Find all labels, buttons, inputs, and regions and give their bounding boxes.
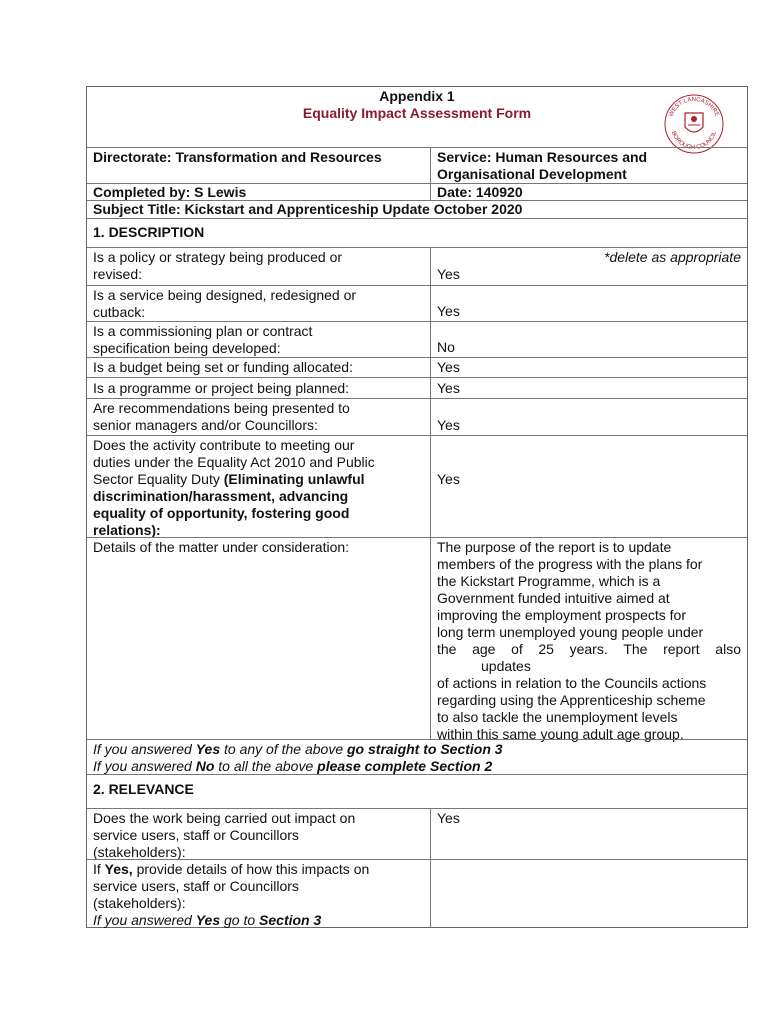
- description-q7-row: [87, 435, 747, 537]
- description-q5-row: [87, 377, 747, 398]
- description-heading-row: [87, 218, 747, 247]
- q8-answer-line: the age of 25 years. The report also: [437, 641, 741, 657]
- q2-answer: Yes: [437, 303, 460, 319]
- relevance-heading: 2. RELEVANCE: [93, 781, 194, 797]
- q8-answer-line: The purpose of the report is to update: [437, 539, 672, 555]
- description-heading: 1. DESCRIPTION: [93, 224, 205, 240]
- r2-answer: [431, 860, 747, 927]
- q6-text-line1: Are recommendations being presented to: [93, 400, 350, 416]
- description-q1-row: [87, 247, 747, 285]
- r1-text-line2: service users, staff or Councillors: [93, 827, 299, 843]
- q8-answer-line: improving the employment prospects for: [437, 607, 686, 623]
- r2-text-line3: (stakeholders):: [93, 895, 186, 911]
- q8-answer-line: the Kickstart Programme, which is a: [437, 573, 661, 589]
- q7-text-line2: duties under the Equality Act 2010 and Public: [93, 454, 375, 470]
- q6-text-line2: senior managers and/or Councillors:: [93, 417, 318, 433]
- q5-text: Is a programme or project being planned:: [87, 378, 431, 398]
- description-q6-row: [87, 398, 747, 435]
- q1-text-line1: Is a policy or strategy being produced or: [93, 249, 343, 265]
- service-line1: Service: Human Resources and: [437, 149, 648, 165]
- form-title: Equality Impact Assessment Form: [302, 105, 532, 121]
- q8-answer-line: within this same young adult age group.: [437, 726, 684, 742]
- service-line2: Organisational Development: [437, 166, 627, 182]
- q7-text-line3: Sector Equality Duty (Eliminating unlawful: [93, 471, 365, 487]
- q8-answer-line: long term unemployed young people under: [437, 624, 704, 640]
- svg-text:BOROUGH COUNCIL: BOROUGH COUNCIL: [669, 130, 719, 152]
- q4-text: Is a budget being set or funding allocated:: [87, 358, 431, 377]
- q8-answer-line: of actions in relation to the Councils actions: [437, 675, 707, 691]
- relevance-q2-row: [87, 859, 747, 927]
- r1-answer: Yes: [437, 810, 460, 826]
- description-q8-row: [87, 537, 747, 742]
- relevance-heading-row: [87, 774, 747, 808]
- description-q3-row: [87, 321, 747, 357]
- q3-text-line1: Is a commissioning plan or contract: [93, 323, 313, 339]
- r1-text-line3: (stakeholders):: [93, 844, 186, 860]
- q8-answer-line: regarding using the Apprenticeship scheme: [437, 692, 706, 708]
- description-q4-row: [87, 357, 747, 377]
- q7-answer: Yes: [437, 471, 460, 487]
- q7-text-line5: equality of opportunity, fostering good: [93, 505, 350, 521]
- svg-text:WEST LANCASHIRE: WEST LANCASHIRE: [668, 96, 720, 118]
- q2-text-line1: Is a service being designed, redesigned or: [93, 287, 357, 303]
- q8-answer-line: members of the progress with the plans for: [437, 556, 703, 572]
- r2-text-line1: If Yes, provide details of how this impacts on: [93, 861, 370, 877]
- form-header: [87, 87, 747, 152]
- q3-answer: No: [437, 339, 455, 355]
- q8-answer: [431, 538, 747, 742]
- q8-answer-line: Government funded intuitive aimed at: [437, 590, 670, 606]
- date: Date: 140920: [437, 184, 523, 200]
- subject-title: Subject Title: Kickstart and Apprenticeship Update October 2020: [93, 201, 523, 217]
- directorate-row: [87, 147, 747, 183]
- q2-text-line2: cutback:: [93, 304, 146, 320]
- description-instructions-row: [87, 739, 747, 774]
- completed-row: [87, 183, 747, 200]
- q8-answer-line: to also tackle the unemployment levels: [437, 709, 678, 725]
- q4-answer: Yes: [437, 359, 460, 375]
- r2-text-line4: If you answered Yes go to Section 3: [93, 912, 322, 928]
- appendix-label: Appendix 1: [379, 88, 455, 104]
- q6-answer: Yes: [437, 417, 460, 433]
- description-q2-row: [87, 285, 747, 321]
- council-crest-icon: [663, 93, 725, 155]
- r1-text-line1: Does the work being carried out impact on: [93, 810, 356, 826]
- q7-text-line6: relations):: [93, 522, 161, 538]
- q3-text-line2: specification being developed:: [93, 340, 281, 356]
- instruction-no: If you answered No to all the above please complete Section 2: [93, 758, 493, 774]
- q1-text-line2: revised:: [93, 266, 143, 282]
- directorate: Directorate: Transformation and Resources: [93, 149, 382, 165]
- q7-text-line1: Does the activity contribute to meeting our: [93, 437, 355, 453]
- q8-answer-line: updates: [481, 658, 531, 674]
- q7-text-line4: discrimination/harassment, advancing: [93, 488, 349, 504]
- r2-text-line2: service users, staff or Councillors: [93, 878, 299, 894]
- relevance-q1-row: [87, 808, 747, 859]
- q5-answer: Yes: [437, 380, 460, 396]
- instruction-yes: If you answered Yes to any of the above go straight to Section 3: [93, 741, 503, 757]
- equality-impact-form: [86, 86, 748, 928]
- q1-answer: Yes: [437, 266, 460, 282]
- completed-by: Completed by: S Lewis: [87, 184, 431, 200]
- q8-text: Details of the matter under consideration:: [87, 538, 431, 739]
- delete-note: *delete as appropriate: [604, 249, 741, 265]
- subject-row: [87, 200, 747, 218]
